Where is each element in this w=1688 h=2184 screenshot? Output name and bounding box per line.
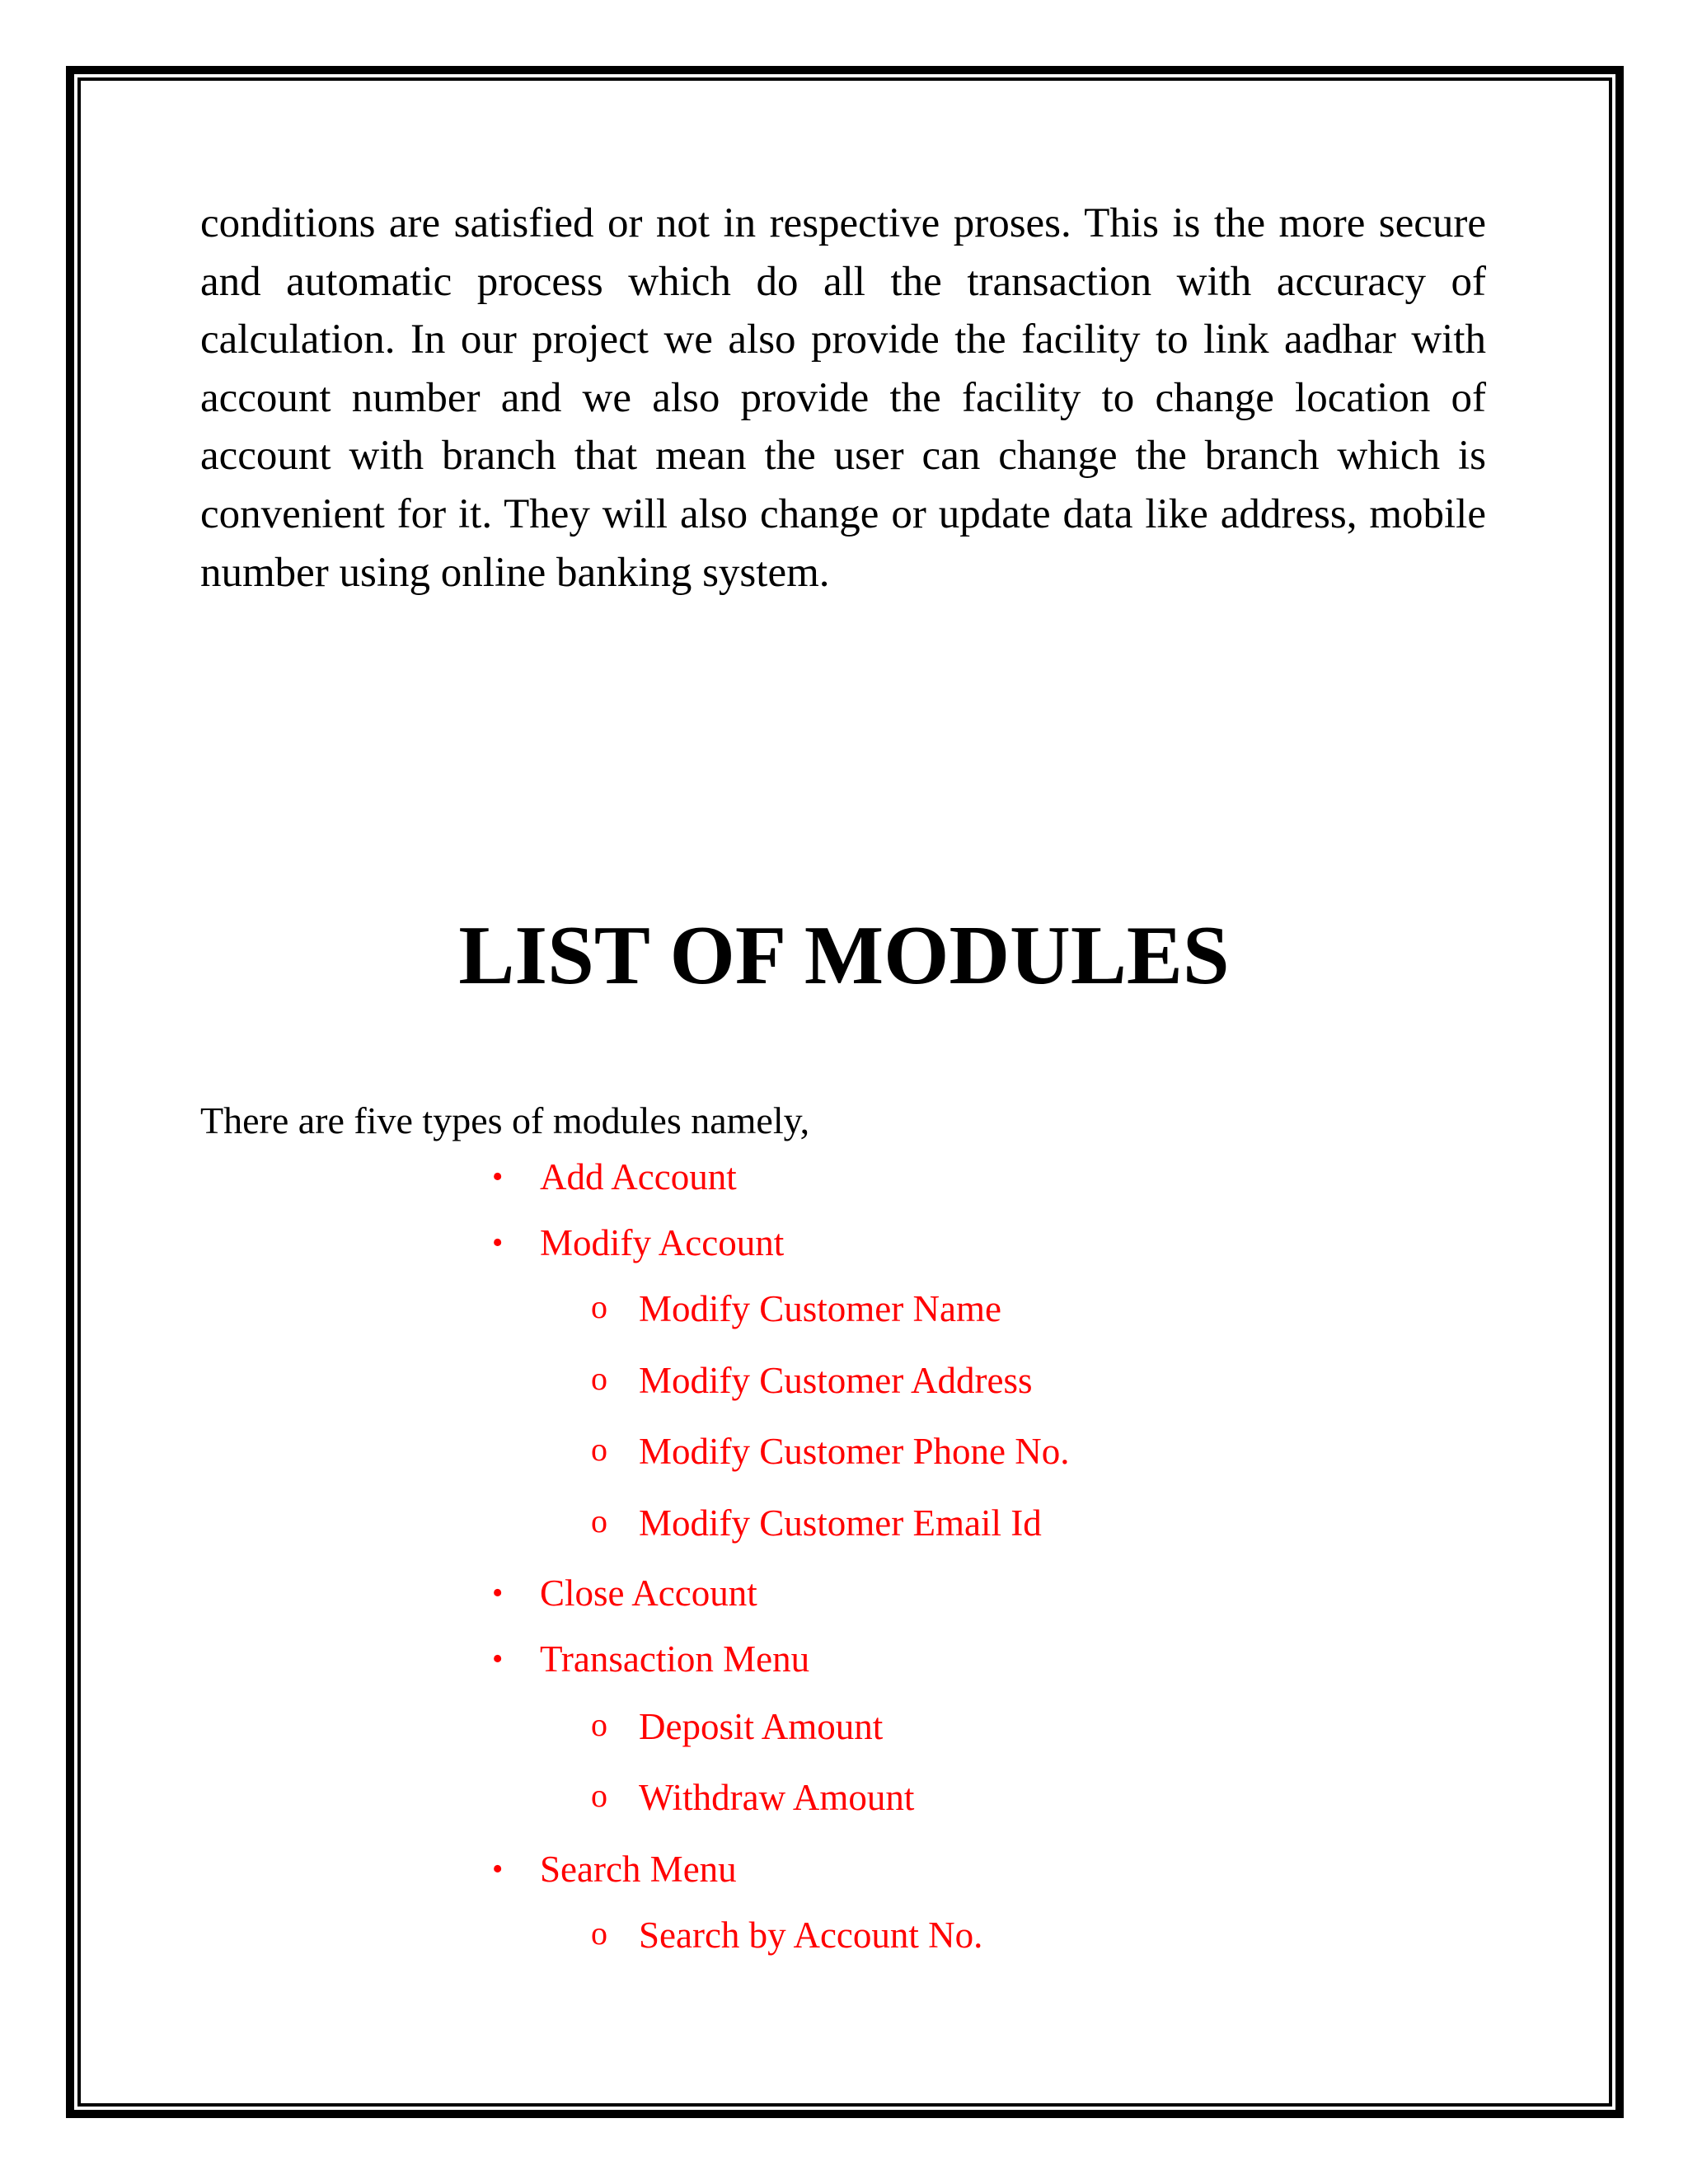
body-paragraph: conditions are satisfied or not in respective proses. This is the more secure and automatic process which do all the transaction with accuracy of calculation. In our project we also provide the facility to link aadhar with account number and we also provide the facility to change location of account with branch that mean the user can change the branch which is convenient for it. They will also change or update data like address, mobile number using online banking system. xyxy=(200,200,1486,596)
module-label: Transaction Menu xyxy=(540,1638,810,1680)
module-label: Add Account xyxy=(540,1156,737,1197)
module-label: Modify Account xyxy=(540,1222,785,1263)
module-label: Search Menu xyxy=(540,1849,737,1890)
bullet-icon: o xyxy=(591,1431,607,1468)
bullet-icon: • xyxy=(492,1160,504,1194)
bullet-icon: o xyxy=(591,1777,607,1814)
bullet-icon: • xyxy=(492,1642,504,1676)
module-label: Close Account xyxy=(540,1572,757,1614)
bullet-icon: o xyxy=(591,1706,607,1743)
bullet-icon: • xyxy=(492,1576,504,1610)
modules-intro: There are five types of modules namely, xyxy=(200,1099,810,1141)
module-label: Modify Customer Address xyxy=(639,1360,1033,1401)
bullet-icon: o xyxy=(591,1288,607,1325)
module-label: Search by Account No. xyxy=(639,1915,983,1956)
module-label: Modify Customer Phone No. xyxy=(639,1431,1070,1472)
module-label: Withdraw Amount xyxy=(639,1777,915,1818)
bullet-icon: o xyxy=(591,1502,607,1540)
page-heading: LIST OF MODULES xyxy=(458,909,1230,1002)
module-label: Deposit Amount xyxy=(639,1706,884,1747)
module-label: Modify Customer Email Id xyxy=(639,1502,1042,1544)
bullet-icon: • xyxy=(492,1852,504,1886)
bullet-icon: o xyxy=(591,1915,607,1952)
bullet-icon: o xyxy=(591,1360,607,1397)
bullet-icon: • xyxy=(492,1226,504,1260)
module-label: Modify Customer Name xyxy=(639,1288,1001,1329)
